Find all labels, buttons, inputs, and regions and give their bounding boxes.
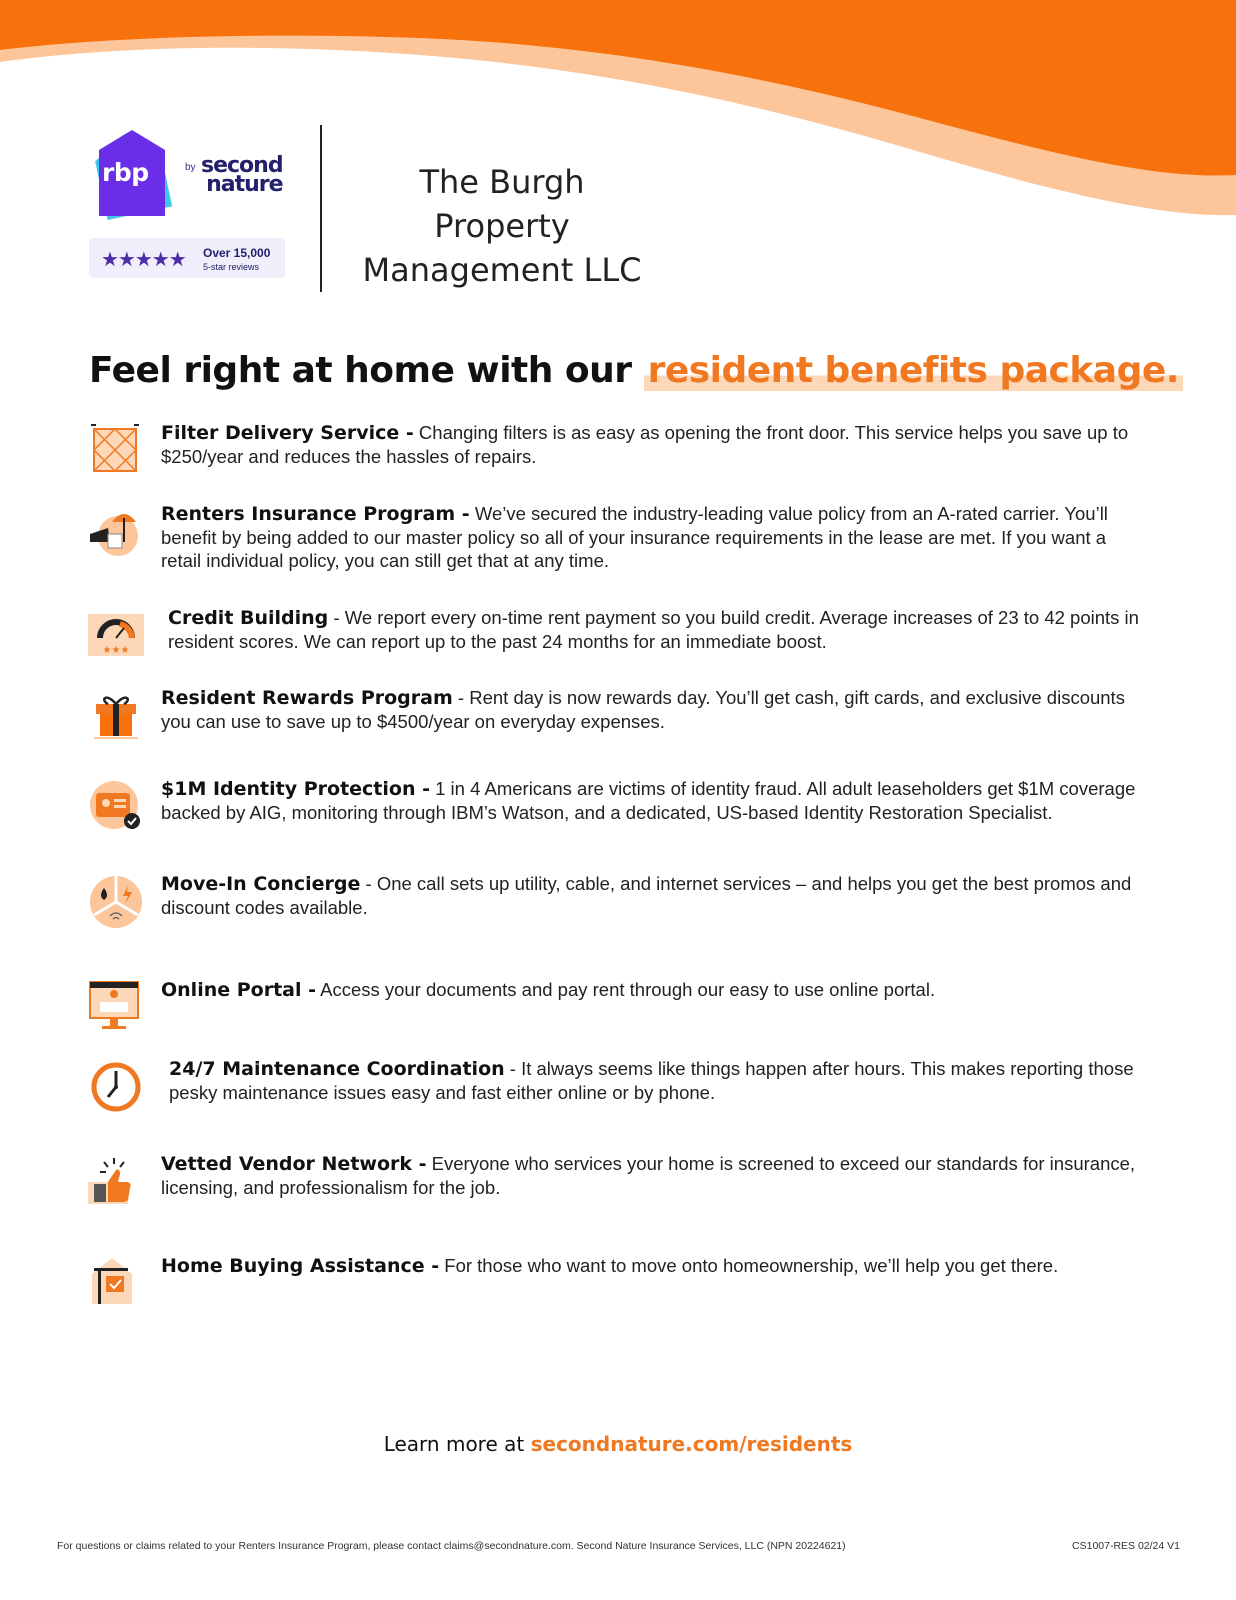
clock-icon	[88, 1057, 144, 1113]
gift-icon	[88, 686, 144, 742]
benefit-body: - It always seems like things happen after hours. This makes reporting those pesky maintenance issues easy and fast either online or by phone.	[169, 1058, 1134, 1103]
benefit-title: Home Buying Assistance -	[161, 1255, 440, 1277]
header-divider	[320, 125, 322, 292]
benefit-text	[168, 606, 1143, 653]
portal-monitor-icon	[88, 978, 144, 1034]
benefit-body: Changing filters is as easy as opening the front door. This service helps you save up to $250/year and reduces the hassles of repairs.	[161, 422, 1129, 467]
benefit-body: Access your documents and pay rent through our easy to use online portal.	[320, 979, 936, 1000]
credit-gauge-icon	[88, 606, 144, 662]
five-star-icon: ★★★★★	[101, 247, 186, 271]
learn-more	[0, 1432, 1236, 1456]
home-sign-icon	[88, 1254, 144, 1310]
benefit-title: Credit Building	[168, 607, 329, 629]
benefit-body: - Rent day is now rewards day. You’ll get cash, gift cards, and exclusive discounts you can use to save up to $4500/year on everyday expenses.	[161, 687, 1125, 732]
svg-text:★★★: ★★★	[102, 645, 130, 656]
company-name-line1: The Burgh Property	[419, 163, 585, 245]
benefit-text	[161, 686, 1136, 733]
benefit-title: Online Portal -	[161, 979, 316, 1001]
page-headline	[89, 350, 1183, 391]
benefit-title: Filter Delivery Service -	[161, 422, 414, 444]
benefit-title: $1M Identity Protection -	[161, 778, 430, 800]
rbp-wordmark: rbp	[102, 158, 149, 187]
benefit-text	[169, 1057, 1144, 1104]
thumbs-up-icon	[88, 1152, 144, 1208]
second-nature-wordmark	[201, 153, 283, 197]
benefit-text	[161, 872, 1136, 919]
company-name-line2: Management LLC	[362, 251, 642, 289]
learn-more-prefix: Learn more at	[383, 1432, 525, 1456]
headline-highlight: resident benefits package.	[644, 350, 1183, 391]
benefit-body: - We report every on-time rent payment so you build credit. Average increases of 23 to 42 points in resident scores. We can report up to the past 24 months for an immediate boost.	[168, 607, 1139, 652]
benefit-body: 1 in 4 Americans are victims of identity fraud. All adult leaseholders get $1M coverage backed by AIG, monitoring through IBM’s Watson, and a dedicated, US-based Identity Restoration Specialist.	[161, 778, 1136, 823]
benefit-text	[161, 1152, 1136, 1199]
by-label: by	[185, 162, 196, 173]
benefit-body: - One call sets up utility, cable, and internet services – and helps you get the best promos and discount codes available.	[161, 873, 1132, 918]
nature-word: nature	[206, 172, 283, 197]
reviews-label: 5-star reviews	[203, 262, 260, 272]
company-name	[352, 160, 652, 292]
benefit-title: 24/7 Maintenance Coordination	[169, 1058, 505, 1080]
benefit-title: Resident Rewards Program	[161, 687, 453, 709]
reviews-badge	[89, 238, 285, 278]
benefit-text	[161, 978, 1136, 1002]
benefit-text	[161, 502, 1146, 572]
utilities-icon	[88, 872, 144, 928]
benefit-body: Everyone who services your home is screened to exceed our standards for insurance, licensing, and professionalism for the job.	[161, 1153, 1136, 1198]
footer-code: CS1007-RES 02/24 V1	[1072, 1540, 1180, 1552]
insurance-umbrella-icon	[88, 502, 144, 558]
benefit-title: Renters Insurance Program -	[161, 503, 470, 525]
benefit-text	[161, 421, 1136, 468]
identity-card-icon	[88, 777, 144, 833]
benefit-title: Vetted Vendor Network -	[161, 1153, 427, 1175]
benefit-body: For those who want to move onto homeownership, we’ll help you get there.	[444, 1255, 1059, 1276]
air-filter-icon	[88, 421, 144, 477]
footer-disclaimer: For questions or claims related to your Renters Insurance Program, please contact claims@secondnature.com. Second Nature Insurance Services, LLC (NPN 20224621)	[57, 1540, 846, 1552]
second-word: second	[201, 153, 283, 178]
rbp-logo	[89, 128, 299, 284]
benefit-text	[161, 777, 1146, 824]
benefit-title: Move-In Concierge	[161, 873, 361, 895]
headline-prefix: Feel right at home with our	[89, 350, 632, 391]
benefit-body: We’ve secured the industry-leading value policy from an A-rated carrier. You’ll benefit by being added to our master policy so all of your insurance requirements in the lease are met. If you want a retail individual policy, you can still get that at any time.	[161, 503, 1108, 571]
learn-more-link[interactable]: secondnature.com/residents	[530, 1432, 853, 1456]
reviews-count: Over 15,000	[203, 246, 271, 260]
benefit-text	[161, 1254, 1136, 1278]
